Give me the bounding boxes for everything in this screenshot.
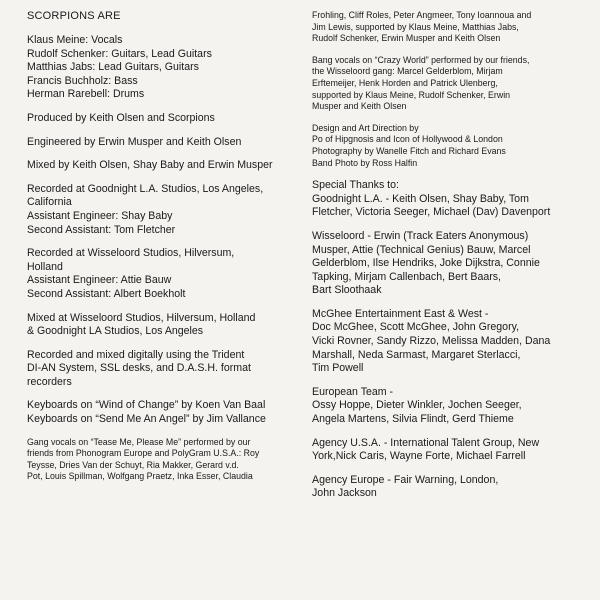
mcghee-thanks (312, 308, 590, 376)
credit-line: Agency Europe - Fair Warning, London, (312, 473, 499, 486)
special-thanks (312, 179, 590, 220)
credit-line: Frohling, Cliff Roles, Peter Angmeer, Tony Ioannoua and (312, 10, 532, 20)
credit-line: York,Nick Caris, Wayne Forte, Michael Farrell (312, 450, 526, 463)
digital-recording-note (27, 349, 289, 390)
credit-line: friends from Phonogram Europe and PolyGram U.S.A.: Roy (27, 448, 260, 459)
produced-credit: Produced by Keith Olsen and Scorpions (27, 111, 215, 124)
credit-line: John Jackson (312, 487, 377, 500)
credit-line: Wisseloord - Erwin (Track Eaters Anonymous) (312, 229, 529, 242)
credit-line: Recorded at Wisseloord Studios, Hilversum, (27, 247, 235, 260)
member-line: Rudolf Schenker: Guitars, Lead Guitars (27, 47, 212, 60)
agency-usa (312, 437, 590, 464)
member-line: Herman Rarebell: Drums (27, 88, 145, 101)
credit-line: supported by Klaus Meine, Rudolf Schenker, Erwin (312, 89, 511, 100)
band-members (27, 34, 289, 102)
credit-line: Mixed at Wisseloord Studios, Hilversum, Holland (27, 311, 256, 324)
credit-line: Angela Martens, Silvia Flindt, Gerd Thieme (312, 413, 514, 426)
agency-europe (312, 474, 590, 501)
credit-line: Bart Sloothaak (312, 284, 382, 297)
credit-line: Jim Lewis, supported by Klaus Meine, Matthias Jabs, (312, 21, 519, 32)
credit-line: Vicki Rovner, Sandy Rizzo, Melissa Madden, Dana (312, 335, 551, 348)
credit-line: Rudolf Schenker, Erwin Musper and Keith Olsen (312, 33, 501, 44)
credit-line: Recorded at Goodnight L.A. Studios, Los Angeles, (27, 182, 264, 195)
goodnight-recording (27, 183, 289, 237)
credit-line: Second Assistant: Tom Fletcher (27, 223, 176, 236)
credit-line: Ossy Hoppe, Dieter Winkler, Jochen Seeger, (312, 399, 522, 412)
credit-line: Keyboards on “Wind of Change” by Koen Van Baal (27, 399, 266, 412)
credit-line: Recorded and mixed digitally using the Trident (27, 348, 245, 361)
credit-line: Second Assistant: Albert Boekholt (27, 287, 186, 300)
credit-line: Gang vocals on “Tease Me, Please Me” performed by our (27, 436, 251, 447)
credit-line: European Team - (312, 385, 394, 398)
credit-line: Teysse, Dries Van der Schuyt, Ria Makker, Gerard v.d. (27, 459, 239, 470)
credit-line: Tapking, Mirjam Callenbach, Bert Baars, (312, 270, 502, 283)
member-line: Matthias Jabs: Lead Guitars, Guitars (27, 61, 199, 74)
credit-line: Po of Hipgnosis and Icon of Hollywood & London (312, 134, 503, 145)
credit-line: Marshall, Neda Sarmast, Margaret Sterlacci, (312, 348, 521, 361)
credit-line: Musper, Attie (Technical Genius) Bauw, Marcel (312, 243, 531, 256)
band-heading: SCORPIONS ARE (27, 10, 121, 22)
credit-line: Design and Art Direction by (312, 122, 419, 133)
engineered-credit: Engineered by Erwin Musper and Keith Olsen (27, 135, 242, 148)
credit-line: Musper and Keith Olsen (312, 101, 407, 112)
gang-vocals-continued (312, 10, 590, 45)
credit-line: Photography by Wanelle Fitch and Richard Evans (312, 145, 506, 156)
credit-line: Tim Powell (312, 362, 364, 375)
credit-line: Assistant Engineer: Shay Baby (27, 209, 173, 222)
credit-line: Fletcher, Victoria Seeger, Michael (Dav) Davenport (312, 206, 551, 219)
credit-line: McGhee Entertainment East & West - (312, 307, 489, 320)
design-credits (312, 123, 590, 169)
credit-line: Goodnight L.A. - Keith Olsen, Shay Baby, Tom (312, 192, 529, 205)
mixed-credit: Mixed by Keith Olsen, Shay Baby and Erwin Musper (27, 159, 273, 172)
credit-line: DI-AN System, SSL desks, and D.A.S.H. format (27, 362, 251, 375)
gang-vocals-credit (27, 437, 289, 483)
credit-line: Agency U.S.A. - International Talent Group, New (312, 436, 540, 449)
credit-line: Keyboards on “Send Me An Angel” by Jim Vallance (27, 413, 266, 426)
credit-line: California (27, 196, 72, 209)
bang-vocals-credit (312, 55, 590, 113)
keyboards-credit (27, 399, 289, 426)
credit-line: Bang vocals on “Crazy World” performed by our friends, (312, 54, 530, 65)
credit-line: recorders (27, 375, 72, 388)
credit-line: Special Thanks to: (312, 179, 399, 192)
left-column (27, 10, 289, 493)
credit-line: Doc McGhee, Scott McGhee, John Gregory, (312, 321, 520, 334)
european-team (312, 386, 590, 427)
mixed-at-credit (27, 312, 289, 339)
credit-line: & Goodnight LA Studios, Los Angeles (27, 325, 204, 338)
credit-line: Erftemeijer, Henk Horden and Patrick Ulenberg, (312, 77, 498, 88)
credit-line: Pot, Louis Spillman, Wolfgang Praetz, Inka Esser, Claudia (27, 471, 253, 482)
wisseloord-thanks (312, 230, 590, 298)
right-column (312, 10, 590, 511)
credit-line: the Wisseloord gang: Marcel Gelderblom, Mirjam (312, 66, 503, 77)
credit-line: Band Photo by Ross Halfin (312, 157, 418, 168)
member-line: Francis Buchholz: Bass (27, 74, 138, 87)
credit-line: Assistant Engineer: Attie Bauw (27, 274, 172, 287)
credit-line: Gelderblom, Ilse Hendriks, Joke Dijkstra, Connie (312, 257, 540, 270)
wisseloord-recording (27, 247, 289, 301)
credit-line: Holland (27, 260, 63, 273)
member-line: Klaus Meine: Vocals (27, 34, 123, 46)
